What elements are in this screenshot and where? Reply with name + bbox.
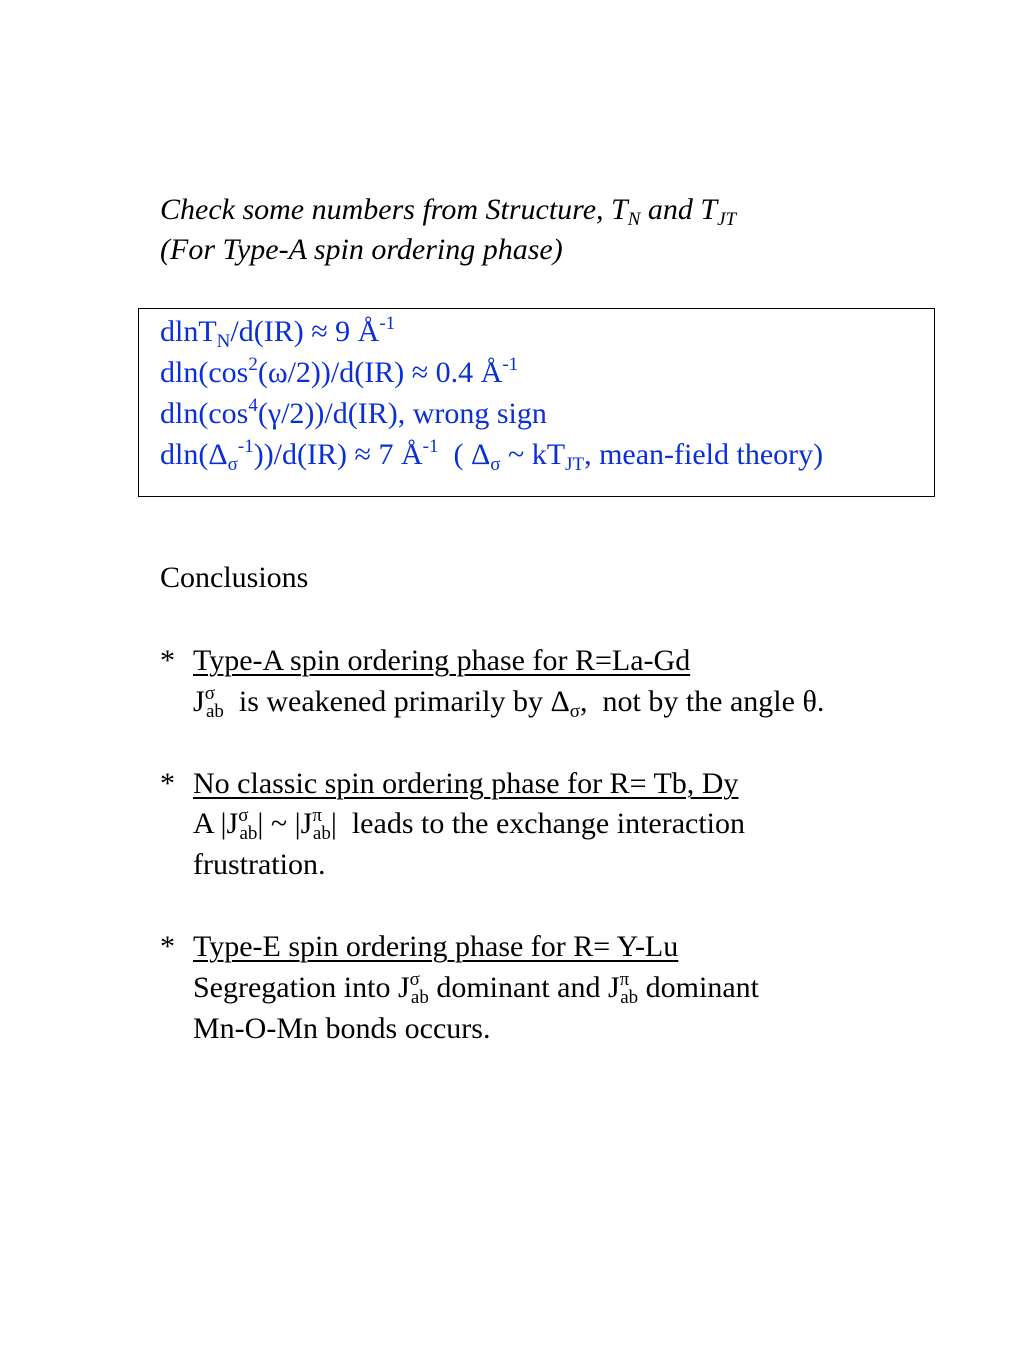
- eq-text: (ω/2))/d(IR) ≈ 0.4 Å: [257, 356, 503, 389]
- superscript: σ: [204, 683, 215, 704]
- equation-3: [160, 394, 547, 434]
- equation-1: [160, 312, 395, 352]
- conclusion-3-line-2: Mn-O-Mn bonds occurs.: [193, 1012, 491, 1045]
- bullet-marker: *: [160, 644, 175, 677]
- superscript: σ: [409, 969, 420, 990]
- bullet-marker: *: [160, 767, 175, 800]
- subscript: ab: [239, 823, 258, 844]
- superscript: 4: [248, 395, 258, 416]
- conclusion-1-title: Type-A spin ordering phase for R=La-Gd: [193, 644, 691, 677]
- subscript: N: [216, 331, 231, 352]
- superscript: -1: [422, 436, 439, 457]
- equation-2: [160, 353, 518, 393]
- eq-text: ( Δ: [438, 438, 491, 471]
- conclusion-1-line-1: [193, 682, 824, 722]
- eq-text: dln(Δ: [160, 438, 228, 471]
- subscript: N: [627, 209, 641, 230]
- text: A |J: [193, 807, 239, 840]
- superscript: π: [619, 969, 630, 990]
- subscript: σ: [490, 454, 501, 475]
- heading-line-1: [160, 190, 736, 230]
- eq-text: (γ/2))/d(IR), wrong sign: [257, 397, 547, 430]
- eq-text: ~ kT: [500, 438, 566, 471]
- conclusion-2-line-2: frustration.: [193, 848, 326, 881]
- eq-text: ))/d(IR) ≈ 7 Å: [253, 438, 423, 471]
- subscript: ab: [312, 823, 331, 844]
- text: | leads to the exchange interaction: [330, 807, 746, 840]
- superscript: 2: [248, 354, 258, 375]
- subscript: ab: [205, 701, 224, 722]
- subscript: σ: [569, 701, 580, 722]
- heading-line-2: (For Type-A spin ordering phase): [160, 233, 563, 266]
- subscript: ab: [620, 987, 639, 1008]
- subscript: ab: [410, 987, 429, 1008]
- subscript: JT: [717, 209, 737, 230]
- text: | ~ |J: [257, 807, 313, 840]
- conclusion-3-line-1: [193, 968, 759, 1008]
- conclusion-2-line-1: [193, 804, 745, 844]
- conclusion-3-title: Type-E spin ordering phase for R= Y-Lu: [193, 930, 679, 963]
- heading-text: and T: [640, 193, 718, 226]
- equation-4: [160, 435, 823, 475]
- eq-text: dln(cos: [160, 356, 249, 389]
- subscript: JT: [565, 454, 585, 475]
- heading-text: Check some numbers from Structure, T: [160, 193, 628, 226]
- superscript: σ: [238, 805, 249, 826]
- subscript: σ: [227, 454, 238, 475]
- text: is weakened primarily by Δ: [223, 685, 570, 718]
- superscript: π: [312, 805, 322, 826]
- text: dominant and J: [428, 971, 620, 1004]
- bullet-marker: *: [160, 930, 175, 963]
- conclusion-2-title: No classic spin ordering phase for R= Tb, Dy: [193, 767, 739, 800]
- eq-text: dlnT: [160, 315, 217, 348]
- eq-text: , mean-field theory): [584, 438, 824, 471]
- text: Segregation into J: [193, 971, 410, 1004]
- eq-text: dln(cos: [160, 397, 249, 430]
- superscript: -1: [379, 313, 396, 334]
- conclusions-title: Conclusions: [160, 561, 309, 594]
- superscript: -1: [237, 436, 254, 457]
- text: J: [193, 685, 205, 718]
- eq-text: /d(IR) ≈ 9 Å: [230, 315, 380, 348]
- text: , not by the angle θ.: [580, 685, 825, 718]
- text: dominant: [638, 971, 759, 1004]
- superscript: -1: [502, 354, 519, 375]
